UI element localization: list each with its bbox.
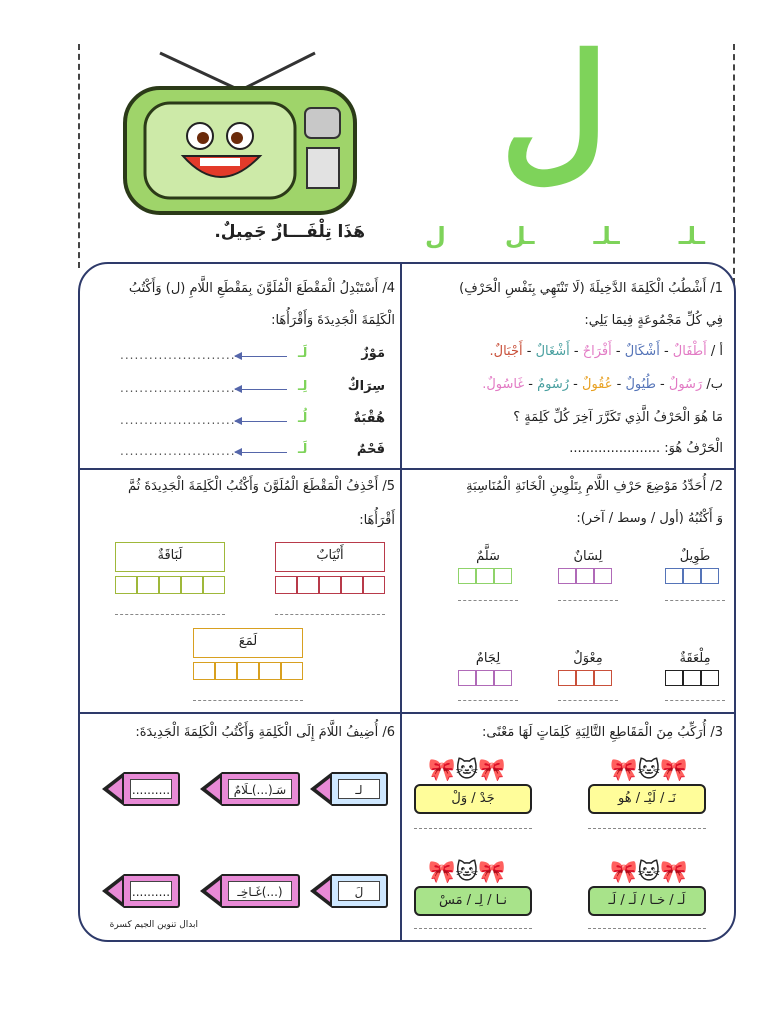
q4-answer-line[interactable]: ........................ (120, 444, 236, 458)
q4-word: سِرَاكٌ (347, 379, 385, 394)
kitty-icon: 🎀🐱🎀 (610, 860, 688, 885)
word: رَسُولٌ (668, 377, 703, 392)
q2-position-boxes[interactable] (665, 568, 719, 584)
panel-divider-row2 (78, 712, 736, 714)
arrow-icon (235, 356, 287, 357)
row-label: ب/ (706, 377, 723, 392)
q3-syllable-banner: جَدْ / وَلْ (414, 784, 532, 814)
q4-replacement: لَـ (298, 442, 308, 457)
q6-title: 6/ أُضِيفُ اللَّامَ إِلَى الْكَلِمَةِ وَأَكْتُبُ الْكَلِمَةَ الْجَدِيدَةَ: (135, 725, 395, 740)
q2-word: لِسَانٌ (573, 549, 603, 564)
q2-answer-line[interactable] (458, 600, 518, 601)
pencil-icon (310, 874, 388, 908)
word: أَطْفَالٌ (672, 344, 707, 359)
q2-line2: وَ أَكْتُبُهُ (أول / وسط / آخر): (576, 511, 723, 526)
q3-answer-line[interactable] (414, 928, 532, 929)
arrow-icon (235, 389, 287, 390)
q5-answer-line[interactable] (193, 700, 303, 701)
q5-line2: أَقْرَأُهَا: (359, 513, 395, 528)
worksheet-panel (78, 262, 736, 942)
q2-answer-line[interactable] (458, 700, 518, 701)
q3-answer-line[interactable] (588, 928, 706, 929)
kitty-icon: 🎀🐱🎀 (428, 758, 506, 783)
q2-title: 2/ أُحَدِّدُ مَوْضِعَ حَرْفِ اللَّامِ بِتَلْوِينِ الْخَانَةِ الْمُنَاسِبَةِ (466, 479, 723, 494)
word: غَاسُولٌ. (482, 377, 525, 392)
arrow-icon (235, 452, 287, 453)
q2-position-boxes[interactable] (458, 670, 512, 686)
q1-row-b: ب/ رَسُولٌ - طُيُولٌ - عُقُولٌ - رُسُومٌ - غَاسُولٌ. (482, 377, 723, 392)
kitty-icon: 🎀🐱🎀 (428, 860, 506, 885)
q4-word: هُقْبَةٌ (353, 411, 385, 426)
q4-line2: الْكَلِمَةَ الْجَدِيدَةَ وَأَقْرَأُهَا: (271, 313, 395, 328)
q3-syllable-banner: نـا / لِـ / مَسْ (414, 886, 532, 916)
panel-divider-row1 (78, 468, 736, 470)
letter-form: ـلـ (678, 222, 705, 250)
letter-form: ـلـ (593, 222, 620, 250)
q1-question: مَا هُوَ الْحَرْفُ الَّذِي تَكَرَّرَ آخِرَ كُلِّ كَلِمَةٍ ؟ (513, 410, 723, 425)
q4-replacement: لَـ (298, 346, 308, 361)
q3-syllable-banner: لَـ / خـا / لَـ / لَـ (588, 886, 706, 916)
q2-answer-line[interactable] (665, 700, 725, 701)
pencil-icon (102, 874, 180, 908)
q5-word-box: لَبَاقَةٌ (115, 542, 225, 572)
letter-form: ل (425, 222, 446, 250)
q3-answer-line[interactable] (588, 828, 706, 829)
word: أَشْكَالٌ (624, 344, 660, 359)
tv-illustration (115, 48, 365, 218)
q3-syllable-banner: نَـ / لَيْـ / هُو (588, 784, 706, 814)
q4-answer-line[interactable]: ........................ (120, 381, 236, 395)
q5-word-box: أَنْيَابٌ (275, 542, 385, 572)
word: رُسُومٌ (537, 377, 570, 392)
pencil-text: لَ (338, 881, 380, 901)
pencil-text: لـ (338, 779, 380, 799)
pencil-icon (102, 772, 180, 806)
word: أَشْغَالٌ (535, 344, 570, 359)
q2-word: مِلْعَقَةٌ (679, 651, 711, 666)
q5-word-box: لَمَعَ (193, 628, 303, 658)
q5-letter-boxes[interactable] (115, 576, 225, 594)
q4-word: فَحْمٌ (356, 442, 385, 457)
q3-answer-line[interactable] (414, 828, 532, 829)
footer-note: ابدال تنوين الجيم كسرة (109, 920, 198, 930)
pencil-text[interactable]: سَـ(...)ـلَامٌ (228, 779, 292, 799)
word: أَفْرَاحٌ (582, 344, 612, 359)
q2-position-boxes[interactable] (558, 670, 612, 686)
header-sentence: هَذَا تِلْفَـــازٌ جَمِيلٌ. (214, 222, 365, 242)
q4-title: 4/ أَسْتَبْدِلُ الْمَقْطَعَ الْمُلَوَّنَ بِمَقْطَعِ اللَّامِ (ل) وَأَكْتُبُ (128, 281, 395, 296)
q4-replacement: لُـ (298, 411, 308, 426)
q4-replacement: لِـ (298, 379, 308, 394)
q2-answer-line[interactable] (558, 700, 618, 701)
q5-title: 5/ أَحْذِفُ الْمَقْطَعَ الْمُلَوَّنَ وَأَكْتُبُ الْكَلِمَةَ الْجَدِيدَةَ ثُمَّ (127, 479, 395, 494)
q4-answer-line[interactable]: ........................ (120, 413, 236, 427)
pencil-icon (200, 772, 300, 806)
q2-position-boxes[interactable] (458, 568, 512, 584)
q2-position-boxes[interactable] (558, 568, 612, 584)
q1-row-a: أ / أَطْفَالٌ - أَشْكَالٌ - أَفْرَاحٌ - أَشْغَالٌ - أَجْبَالٌ. (489, 344, 723, 359)
word: طُيُولٌ (625, 377, 656, 392)
letter-forms (425, 222, 705, 250)
word: أَجْبَالٌ. (489, 344, 523, 359)
pencil-text[interactable]: غَـاخِـ(...) (228, 881, 292, 901)
q1-line2: فِي كُلِّ مَجْمُوعَةٍ فِيمَا يَلِي: (584, 313, 723, 328)
dashed-guide-right (733, 44, 735, 284)
pencil-icon (310, 772, 388, 806)
letter-form: ـل (504, 222, 535, 250)
q2-word: لِجَامٌ (475, 651, 501, 666)
word: عُقُولٌ (582, 377, 613, 392)
pencil-answer[interactable]: .......... (130, 881, 172, 901)
q2-position-boxes[interactable] (665, 670, 719, 686)
q2-answer-line[interactable] (665, 600, 725, 601)
q2-word: سَلَّمٌ (476, 549, 500, 564)
q2-word: طَوِيلٌ (679, 549, 711, 564)
q1-title: 1/ أَشْطُبُ الْكَلِمَةَ الدَّخِيلَةَ (لَا تَنْتَهِي بِنَفْسِ الْحَرْفِ) (459, 281, 723, 296)
q3-title: 3/ أُرَكِّبُ مِنَ الْمَقَاطِعِ التَّالِيَةِ كَلِمَاتٍ لَهَا مَعْنًى: (482, 725, 723, 740)
panel-divider-vertical (400, 262, 402, 942)
q1-answer: الْحَرْفُ هُوَ: ...................... (569, 441, 723, 456)
arrow-icon (235, 421, 287, 422)
q5-letter-boxes[interactable] (275, 576, 385, 594)
q4-word: مَوْزٌ (361, 346, 385, 361)
q2-word: مِعْوَلٌ (573, 651, 603, 666)
q5-answer-line[interactable] (275, 614, 385, 615)
q2-answer-line[interactable] (558, 600, 618, 601)
q5-letter-boxes[interactable] (193, 662, 303, 680)
pencil-icon (200, 874, 300, 908)
dashed-guide-left (78, 44, 80, 268)
kitty-icon: 🎀🐱🎀 (610, 758, 688, 783)
big-letter: ل (500, 22, 609, 198)
pencil-answer[interactable]: .......... (130, 779, 172, 799)
q5-answer-line[interactable] (115, 614, 225, 615)
row-label: أ / (710, 344, 723, 359)
q4-answer-line[interactable]: ........................ (120, 348, 236, 362)
